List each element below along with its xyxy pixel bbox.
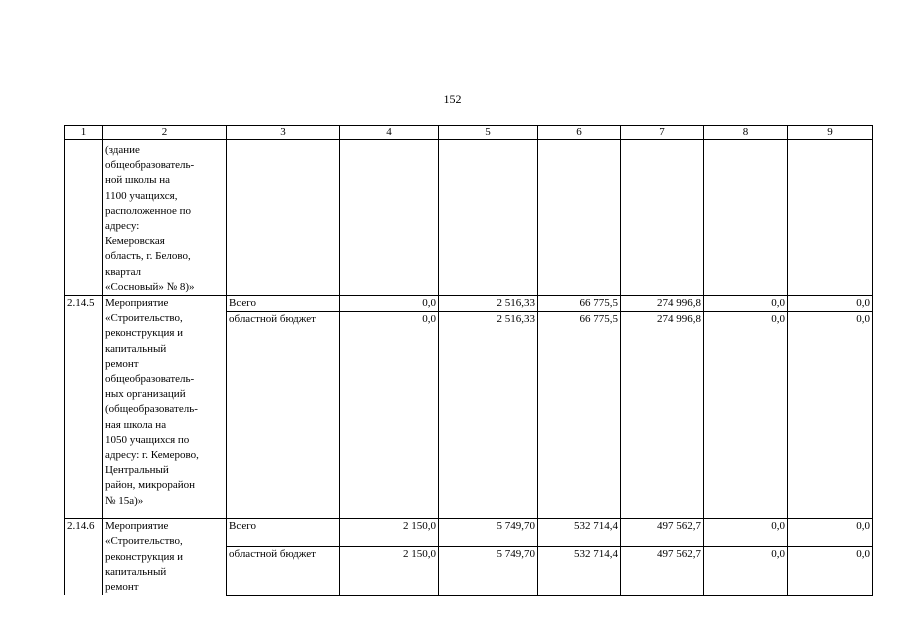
value-cell: 5 749,70 — [439, 519, 538, 547]
value-cell: 532 714,4 — [538, 546, 621, 595]
table-row-continuation — [65, 140, 873, 296]
empty-cell — [788, 140, 873, 296]
value-cell: 66 775,5 — [538, 312, 621, 519]
value-cell: 274 996,8 — [621, 312, 704, 519]
value-cell: 0,0 — [788, 546, 873, 595]
page-number: 152 — [443, 92, 462, 106]
value-cell: 2 516,33 — [439, 312, 538, 519]
column-header: 4 — [340, 126, 439, 140]
value-cell: 274 996,8 — [621, 296, 704, 312]
value-cell: 0,0 — [704, 546, 788, 595]
empty-cell — [538, 140, 621, 296]
column-header: 2 — [103, 126, 227, 140]
value-cell: 497 562,7 — [621, 519, 704, 547]
table-row — [65, 519, 873, 547]
value-cell: 0,0 — [704, 519, 788, 547]
column-header: 5 — [439, 126, 538, 140]
column-header: 1 — [65, 126, 103, 140]
value-cell: 66 775,5 — [538, 296, 621, 312]
empty-cell — [704, 140, 788, 296]
item-name-cell: Мероприятие «Строительство, реконструкция и капитальный ремонт — [103, 519, 227, 596]
value-cell: 0,0 — [788, 296, 873, 312]
empty-cell — [227, 140, 340, 296]
value-cell: 2 516,33 — [439, 296, 538, 312]
item-name-cell: Мероприятие «Строительство, реконструкция и капитальный ремонт общеобразователь- ных организаций (общеобразователь- ная школа на 1050 учащихся по адресу: г. Кемерово, Центральный район, микрорайон № 15а)» — [103, 296, 227, 519]
value-cell: 0,0 — [340, 296, 439, 312]
value-cell: 0,0 — [704, 312, 788, 519]
item-code-cell — [65, 140, 103, 296]
column-header: 9 — [788, 126, 873, 140]
value-cell: 0,0 — [340, 312, 439, 519]
funding-source-cell: областной бюджет — [227, 312, 340, 519]
empty-cell — [621, 140, 704, 296]
column-header: 8 — [704, 126, 788, 140]
funding-source-cell: Всего — [227, 519, 340, 547]
value-cell: 2 150,0 — [340, 546, 439, 595]
table-row — [65, 296, 873, 312]
header-row — [65, 126, 873, 140]
item-code-cell: 2.14.5 — [65, 296, 103, 519]
value-cell: 0,0 — [788, 312, 873, 519]
value-cell: 5 749,70 — [439, 546, 538, 595]
value-cell: 0,0 — [704, 296, 788, 312]
column-header: 7 — [621, 126, 704, 140]
value-cell: 2 150,0 — [340, 519, 439, 547]
value-cell: 0,0 — [788, 519, 873, 547]
funding-source-cell: областной бюджет — [227, 546, 340, 595]
empty-cell — [340, 140, 439, 296]
value-cell: 532 714,4 — [538, 519, 621, 547]
column-header: 6 — [538, 126, 621, 140]
column-header: 3 — [227, 126, 340, 140]
item-name-cell: (здание общеобразователь- ной школы на 1100 учащихся, расположенное по адресу: Кемеровская область, г. Белово, квартал «Сосновый» № 8)» — [103, 140, 227, 296]
funding-source-cell: Всего — [227, 296, 340, 312]
empty-cell — [439, 140, 538, 296]
item-code-cell: 2.14.6 — [65, 519, 103, 596]
value-cell: 497 562,7 — [621, 546, 704, 595]
budget-table — [64, 125, 873, 596]
